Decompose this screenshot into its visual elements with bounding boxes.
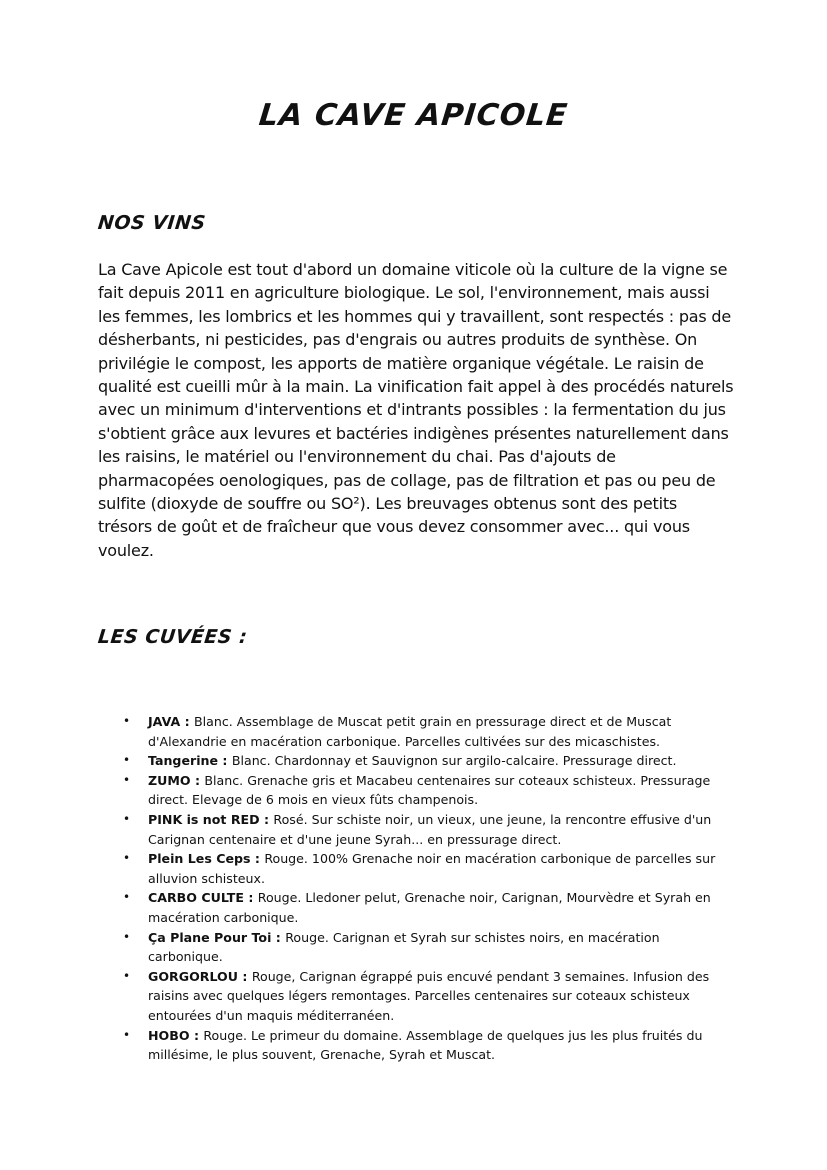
cuvee-name: CARBO CULTE : [148, 890, 258, 906]
cuvee-name: PINK is not RED : [148, 811, 274, 827]
cuvee-name: Plein Les Ceps : [148, 851, 265, 867]
cuvee-item [123, 967, 730, 1026]
cuvee-item [123, 1026, 730, 1065]
cuvee-description: Blanc. Assemblage de Muscat petit grain en pressurage direct et de Muscat d'Alexandrie en macération carbonique. Parcelles cultivées sur des micaschistes. [148, 714, 672, 749]
bullet-icon: • [123, 714, 131, 728]
cuvee-item [123, 849, 730, 888]
cuvee-item [123, 888, 730, 927]
cuvee-item [123, 712, 730, 751]
cuvee-item [123, 810, 730, 849]
document-title: LA CAVE APICOLE [257, 98, 570, 133]
cuvee-list [123, 712, 730, 1065]
bullet-icon: • [123, 890, 131, 905]
cuvee-description: Rouge. 100% Grenache noir en macération carbonique de parcelles sur alluvion schisteux. [148, 851, 716, 886]
cuvee-description: Rouge. Lledoner pelut, Grenache noir, Carignan, Mourvèdre et Syrah en macération carbonique. [148, 890, 711, 925]
cuvee-item [123, 751, 730, 771]
cuvee-description: Rouge. Carignan et Syrah sur schistes noirs, en macération carbonique. [148, 929, 660, 965]
bullet-icon: • [123, 968, 131, 983]
cuvee-name: Ça Plane Pour Toi : [148, 929, 286, 945]
cuvee-description: Rouge, Carignan égrappé puis encuvé pendant 3 semaines. Infusion des raisins avec quelques légers remontages. Parcelles centenaires sur coteaux schisteux entourées d'un maquis méditerranéen. [148, 968, 710, 1023]
bullet-icon: • [123, 1027, 131, 1042]
cuvee-name: JAVA : [148, 714, 195, 729]
cuvee-description: Rouge. Le primeur du domaine. Assemblage de quelques jus les plus fruités du millésime, le plus souvent, Grenache, Syrah et Muscat. [148, 1027, 703, 1063]
cuvee-name: HOBO : [148, 1027, 204, 1043]
section-heading-nos-vins: NOS VINS [96, 212, 207, 234]
cuvee-item [123, 771, 730, 810]
section-heading-les-cuvees: LES CUVÉES : [96, 626, 249, 648]
bullet-icon: • [123, 929, 131, 944]
bullet-icon: • [123, 753, 131, 768]
cuvee-description: Blanc. Grenache gris et Macabeu centenaires sur coteaux schisteux. Pressurage direct. Elevage de 6 mois en vieux fûts champenois. [148, 772, 711, 808]
cuvee-description: Blanc. Chardonnay et Sauvignon sur argilo-calcaire. Pressurage direct. [231, 753, 677, 769]
bullet-icon: • [123, 772, 131, 787]
cuvee-description: Rosé. Sur schiste noir, un vieux, une jeune, la rencontre effusive d'un Carignan centenaire et d'une jeune Syrah... en pressurage direct. [148, 811, 712, 847]
cuvee-item [123, 928, 730, 967]
bullet-icon: • [123, 851, 131, 866]
intro-paragraph: La Cave Apicole est tout d'abord un domaine viticole où la culture de la vigne se fait depuis 2011 en agriculture biologique. Le sol, l'environnement, mais aussi les femmes, les lombrics et les hommes qui y travaillent, sont respectés : pas de désherbants, ni pesticides, pas d'engrais ou autres produits de synthèse. On privilégie le compost, les apports de matière organique végétale. Le raisin de qualité est cueilli mûr à la main. La vinification fait appel à des procédés naturels avec un minimum d'interventions et d'intrants possibles : la fermentation du jus s'obtient grâce aux levures et bactéries indigènes présentes naturellement dans les raisins, le matériel ou l'environnement du chai. Pas d'ajouts de pharmacopées oenologiques, pas de collage, pas de filtration et pas ou peu de sulfite (dioxyde de souffre ou SO²). Les breuvages obtenus sont des petits trésors de goût et de fraîcheur que vous devez consommer avec... qui vous voulez. [98, 260, 734, 560]
cuvee-name: Tangerine : [148, 753, 232, 769]
cuvee-name: GORGORLOU : [148, 968, 252, 984]
bullet-icon: • [123, 811, 131, 826]
cuvee-name: ZUMO : [148, 772, 205, 788]
